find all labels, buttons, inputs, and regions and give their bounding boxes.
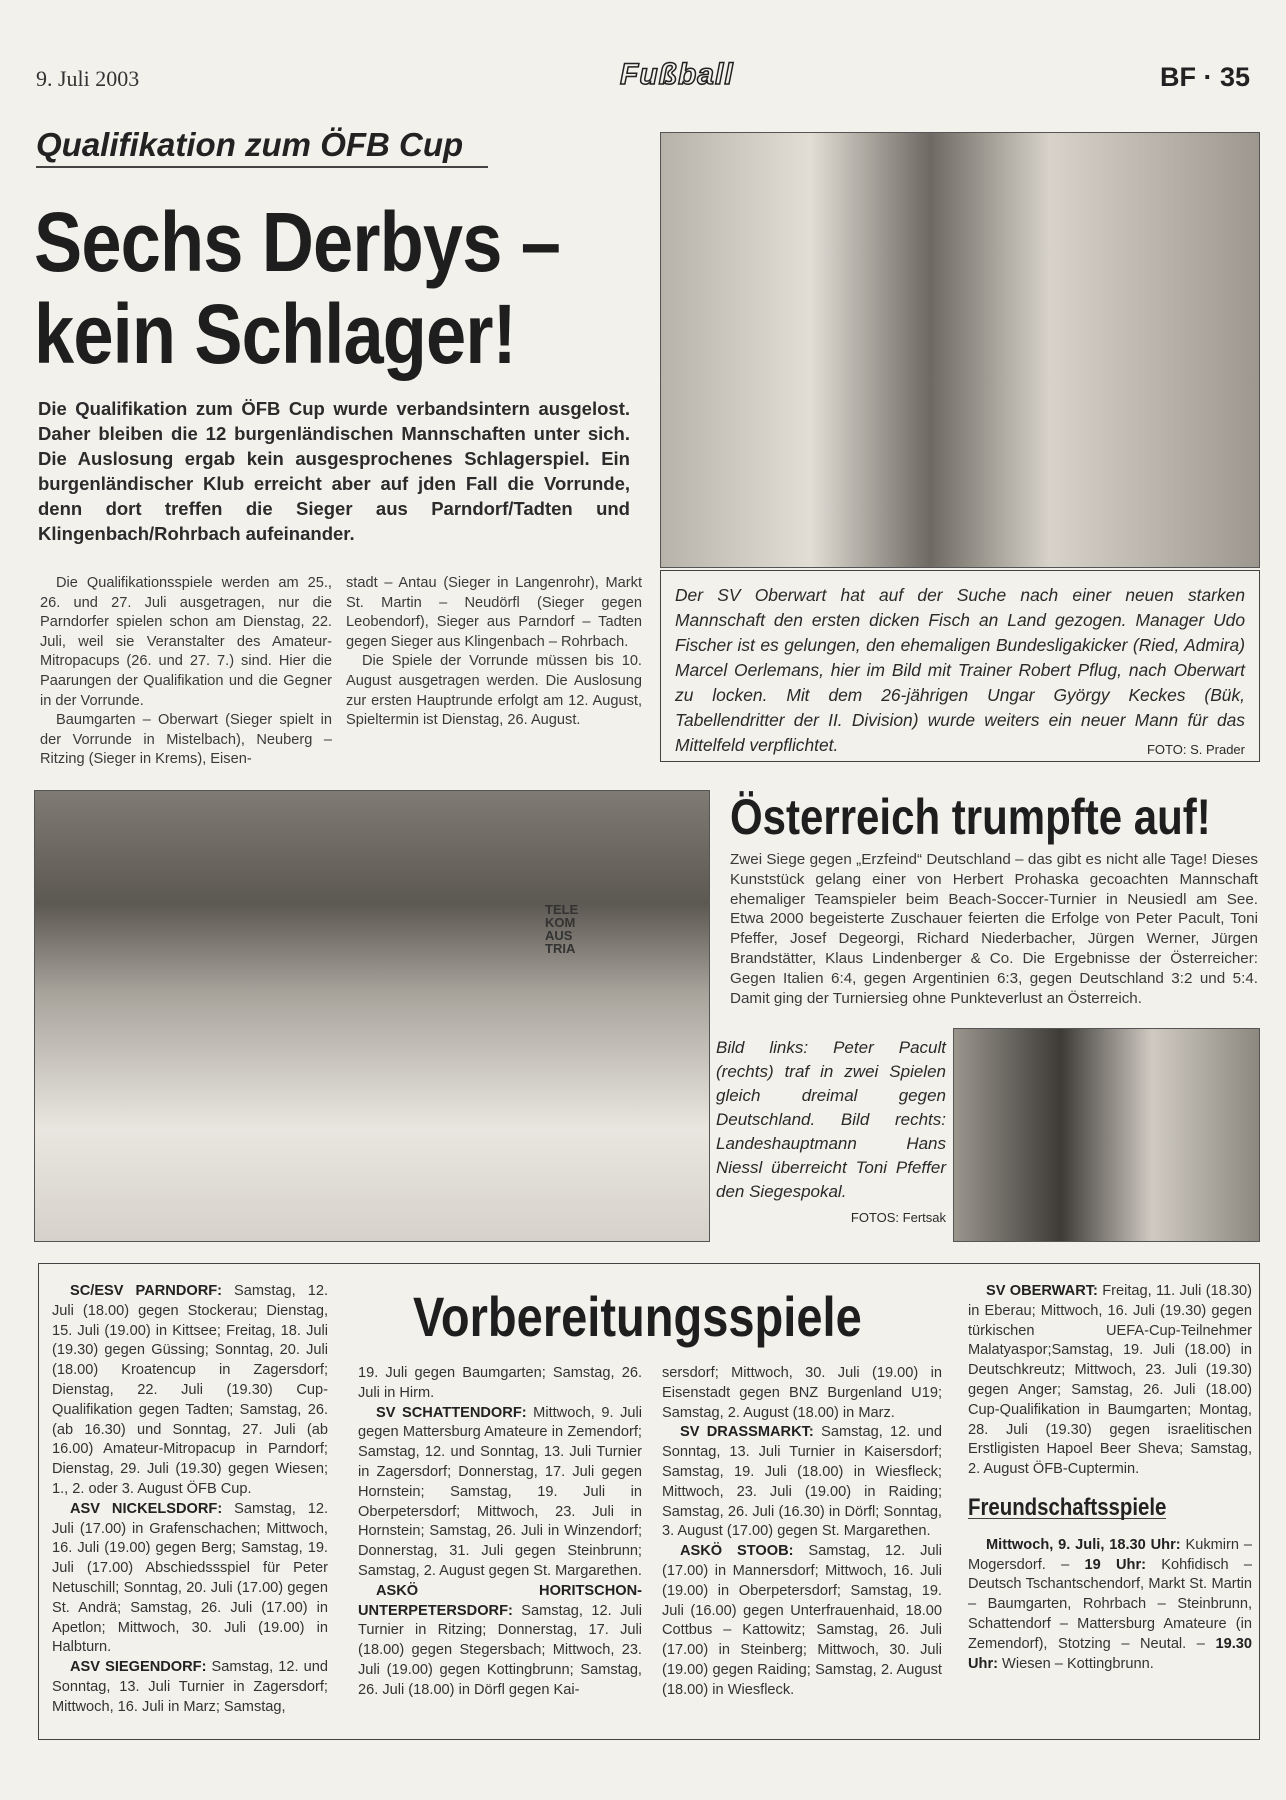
team-schedule (662, 1423, 942, 1542)
schedule-text: Samstag, 12. Juli (17.00) in Grafenschachen; Mittwoch, 16. Juli (19.00) gegen Berg; Samstag, 19. Juli (17.00) Abschiedssspiel für Peter Netuschill; Sonntag, 20. Juli (17.00) gegen St. Andrä; Samstag, 26. Juli (17.00) in Apetlon; Mittwoch, 30. Juli (19.00) in Halbturn. (52, 1500, 328, 1656)
banner-text: TELE KOM AUS TRIA (545, 902, 579, 956)
schedule-text: Kukmirn – Mogersdorf. – (968, 1536, 1252, 1573)
photo-credit: FOTOS: Fertsak (850, 1210, 946, 1225)
friendly-heading-wrap (968, 1493, 1252, 1522)
caption-text: Der SV Oberwart hat auf der Suche nach einer neuen starken Mannschaft den ersten dicken Fisch an Land gezogen. Manager Udo Fischer ist es gelungen, den ehemaligen Bundesligakicker (Ried, Admira) Marcel Oerlemans, hier im Bild mit Trainer Robert Pflug, nach Oberwart zu locken. Mit dem 26-jährigen Ungar György Keckes (Bük, Tabellendritter der II. Division) wurde weiters ein neuer Mann für das Mittelfeld verpflichtet. (675, 585, 1245, 755)
article2-caption (716, 1036, 946, 1230)
team-name: ASKÖ STOOB: (680, 1543, 794, 1560)
team-name: SC/ESV PARNDORF: (70, 1283, 223, 1299)
paragraph: Baumgarten – Oberwart (Sieger spielt in der Vorrunde in Mistelbach), Neuberg – Ritzing (Sieger in Krems), Eisen- (40, 712, 332, 768)
article-lead: Die Qualifikation zum ÖFB Cup wurde verbandsintern ausgelost. Daher bleiben die 12 burgenländischen Mannschaften unter sich. Die Auslosung ergab kein ausgesprochenes Schlagerspiel. Ein burgenländischer Klub erreicht aber auf jden Fall die Vorrunde, denn dort treffen die Sieger aus Parndorf/Tadten und Klingenbach/Rohrbach aufeinander. (38, 398, 630, 544)
friendly-games-text (968, 1536, 1252, 1675)
team-schedule (662, 1364, 942, 1423)
issue-date: 9. Juli 2003 (36, 66, 140, 91)
article-headline (34, 196, 636, 380)
schedule-text: 19. Juli gegen Baumgarten; Samstag, 26. Juli in Hirm. (358, 1365, 642, 1401)
team-schedule (358, 1364, 642, 1404)
schedule-headline: Vorbereitungsspiele (413, 1285, 862, 1348)
schedule-text: Samstag, 12. Juli (17.00) in Mannersdorf; Mittwoch, 16. Juli (19.00) in Oberpetersdorf; Samstag, 19. Juli (16.00) gegen Unterfrauenhaid, 18.00 Cottbus – Kattowitz; Samstag, 26. Juli (17.00) in Steinberg; Mittwoch, 30. Juli (19.00) gegen Raiding; Samstag, 2. August (18.00) in Wiesfleck. (662, 1543, 942, 1698)
section-title: Fußball (620, 58, 734, 91)
schedule-text: Samstag, 12. Juli (18.00) gegen Stockerau; Dienstag, 15. Juli (19.00) in Kittsee; Freitag, 18. Juli (19.30) gegen Güssing; Sonntag, 20. Juli (18.00) Kroatencup in Zagersdorf; Dienstag, 22. Juli (19.30) Cup-Qualifikation gegen Tadten; Samstag, 26. (ab 16.30) und Sonntag, 27. Juli (ab 16.00) Amateur-Mitropacup in Parndorf; Dienstag, 29. Juli (19.30) gegen Wiesen; 1., 2. oder 3. August ÖFB Cup. (52, 1283, 329, 1497)
team-name: SV DRASSMARKT: (680, 1424, 814, 1441)
page-number: BF · 35 (1159, 62, 1250, 92)
team-schedule (968, 1282, 1252, 1480)
photo-beach-soccer (34, 790, 710, 1242)
time-label: 19.30 Uhr: (968, 1635, 1252, 1672)
article-kicker: Qualifikation zum ÖFB Cup (36, 126, 488, 168)
friendly-games-heading: Freundschaftsspiele (968, 1493, 1167, 1521)
schedule-text: sersdorf; Mittwoch, 30. Juli (19.00) in Eisenstadt gegen BNZ Burgenland U19; Samstag, 2. August (18.00) in Marz. (662, 1365, 942, 1421)
team-schedule (52, 1500, 328, 1658)
schedule-column-3 (662, 1364, 942, 1701)
schedule-text: Samstag, 12. und Sonntag, 13. Juli Turnier in Kaisersdorf; Samstag, 19. Juli (18.00) in Wiesfleck; Mittwoch, 23. Juli (19.00) in Raiding; Samstag, 26. Juli (16.30) in Dörfl; Sonntag, 3. August (17.00) gegen St. Margarethen. (662, 1424, 942, 1540)
article2-headline: Österreich trumpfte auf! (730, 789, 1211, 845)
article-column-1 (40, 574, 332, 770)
article2-body: Zwei Siege gegen „Erzfeind“ Deutschland – das gibt es nicht alle Tage! Dieses Kunststück gelang einer von Herbert Prohaska gecoachten Mannschaft ehemaliger Teamspieler beim Beach-Soccer-Turnier in Neusiedl am See. Etwa 2000 begeisterte Zuschauer feierten die Erfolge von Peter Pacult, Toni Pfeffer, Josef Degeorgi, Richard Niederbacher, Jürgen Werner, Jürgen Brandstätter, Klaus Lindenberger & Co. Die Ergebnisse der Österreicher: Gegen Italien 6:4, gegen Argentinien 6:3, gegen Deutschland 3:2 und 5:4. Damit ging der Turniersieg ohne Punkteverlust an Österreich. (730, 851, 1258, 1007)
paragraph: stadt – Antau (Sieger in Langenrohr), Markt St. Martin – Neudörfl (Sieger gegen Leobendorf), Sieger aus Parndorf – Tadten gegen Sieger aus Klingenbach – Rohrbach. (346, 575, 642, 650)
schedule-text: Freitag, 11. Juli (18.30) in Eberau; Mittwoch, 16. Juli (19.30) gegen türkischen UEFA-Cup-Teilnehmer Malatyaspor;Samstag, 19. Juli (18.00) in Deutschkreutz; Mittwoch, 23. Juli (19.30) gegen Anger; Samstag, 26. Juli (18.00) Cup-Qualifikation in Baumgarten; Montag, 28. Juli (19.30) gegen israelitischen Erstligisten Hapoel Beer Sheva; Samstag, 2. August ÖFB-Cuptermin. (968, 1283, 1252, 1478)
caption-text: Bild links: Peter Pacult (rechts) traf in zwei Spielen gleich dreimal gegen Deutschland. Bild rechts: Landeshauptmann Hans Niessl überreicht Toni Pfeffer den Siegespokal. (716, 1038, 946, 1201)
schedule-text: Mittwoch, 9. Juli gegen Mattersburg Amateure in Zemendorf; Samstag, 12. und Sonntag, 13. Juli Turnier in Zagersdorf; Donnerstag, 17. Juli gegen Hornstein; Samstag, 19. Juli in Oberpetersdorf; Mittwoch, 23. Juli in Hornstein; Samstag, 26. Juli in Winzendorf; Donnerstag, 31. Juli gegen Steinbrunn; Samstag, 2. August gegen St. Margarethen. (358, 1404, 642, 1579)
schedule-text: Samstag, 12. Juli Turnier in Ritzing; Donnerstag, 17. Juli (18.00) gegen Stegersbach; Mittwoch, 23. Juli (19.00) gegen Kottingbrunn; Samstag, 26. Juli (18.00) in Dörfl gegen Kai- (358, 1602, 642, 1698)
photo-caption (660, 570, 1260, 762)
team-name: ASKÖ HORITSCHON-UNTERPETERSDORF: (358, 1582, 642, 1619)
schedule-text: Samstag, 12. und Sonntag, 13. Juli Turnier in Zagersdorf; Mittwoch, 16. Juli in Marz; Samstag, (52, 1659, 328, 1715)
photo-trophy-presentation (953, 1028, 1260, 1242)
photo-oerlemans-pflug (660, 132, 1260, 568)
team-name: SV SCHATTENDORF: (376, 1404, 527, 1421)
schedule-column-4 (968, 1282, 1252, 1674)
team-name: ASV NICKELSDORF: (70, 1500, 223, 1517)
team-schedule (662, 1542, 942, 1700)
schedule-text: Wiesen – Kottingbrunn. (998, 1655, 1154, 1672)
schedule-column-2 (358, 1364, 642, 1701)
time-label: Mittwoch, 9. Juli, 18.30 Uhr: (986, 1536, 1181, 1553)
team-name: SV OBERWART: (986, 1283, 1098, 1299)
schedule-text: Kohfidisch – Deutsch Tschantschendorf, Markt St. Martin – Baumgarten, Rohrbach – Steinbrunn, Schattendorf – Mattersburg Amateure (in Zemendorf), Stotzing – Neutal. – (968, 1556, 1252, 1652)
headline-line-1: Sechs Derbys – (34, 195, 561, 289)
team-name: ASV SIEGENDORF: (70, 1659, 207, 1676)
article-column-2 (346, 574, 642, 731)
team-schedule (52, 1282, 328, 1500)
team-schedule (52, 1658, 328, 1717)
paragraph: Die Spiele der Vorrunde müssen bis 10. August ausgetragen werden. Die Auslosung zur ersten Hauptrunde erfolgt am 12. August, Spieltermin ist Dienstag, 26. August. (346, 653, 642, 729)
schedule-column-1 (52, 1282, 328, 1718)
headline-line-2: kein Schlager! (34, 287, 516, 381)
team-schedule (358, 1404, 642, 1582)
time-label: 19 Uhr: (1084, 1556, 1147, 1573)
photo-credit: FOTO: S. Prader (1146, 742, 1245, 757)
paragraph: Die Qualifikationsspiele werden am 25., 26. und 27. Juli ausgetragen, nur die Parndorfer spielen schon am Dienstag, 22. Juli, weil sie Veranstalter des Amateur-Mitropacups (26. und 27. 7.) sind. Hier die Paarungen der Qualifikation und die Gegner in der Vorrunde. (40, 575, 332, 709)
team-schedule (358, 1582, 642, 1701)
